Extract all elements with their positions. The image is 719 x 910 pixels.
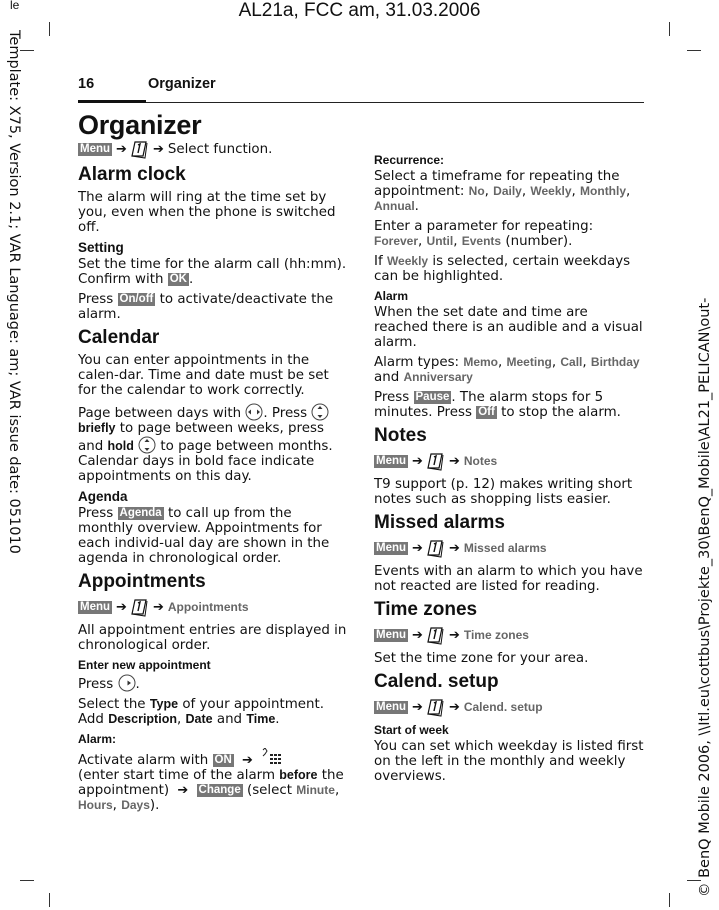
start-of-week-para: You can set which weekday is listed first on the left in the monthly and weekly overviews. bbox=[374, 739, 644, 784]
arrow-icon: ➔ bbox=[177, 783, 189, 798]
menu-key: Menu bbox=[376, 700, 407, 713]
nav-path bbox=[374, 625, 644, 645]
press-right: Press . bbox=[78, 674, 348, 692]
nav-path bbox=[374, 451, 644, 471]
recurrence-para: Select a timeframe for repeating the appointment: No, Daily, Weekly, Monthly, Annual. bbox=[374, 169, 631, 214]
alarm-intro: The alarm will ring at the time set by you, even when the phone is switched off. bbox=[78, 190, 336, 235]
onoff-key: On/off bbox=[119, 293, 154, 305]
calendar-heading: Calendar bbox=[78, 327, 160, 348]
arrow-icon: ➔ bbox=[412, 627, 423, 643]
menu-key: Menu bbox=[376, 628, 407, 641]
menu-key: Menu bbox=[80, 600, 111, 613]
alarm-heading: Alarm bbox=[374, 289, 409, 303]
nav-text: Select function. bbox=[167, 141, 273, 157]
left-margin-note: Template: X75, Version 2.1; VAR Language: am; VAR issue date: 051010 bbox=[6, 30, 22, 554]
pause-para: Press Pause . The alarm stops for 5 minutes. Press Off to stop the alarm. bbox=[374, 390, 621, 420]
crop-mark bbox=[49, 893, 50, 907]
right-margin-note: © BenQ Mobile 2006, \\Itl.eu\cottbus\Projekte_30\BenQ_Mobile\AL21_PELICAN\out- bbox=[697, 297, 713, 897]
change-key: Change bbox=[198, 784, 241, 796]
menu-key: Menu bbox=[376, 454, 407, 467]
joystick-left-right-icon bbox=[245, 403, 263, 421]
start-of-week-heading: Start of week bbox=[374, 723, 449, 737]
arrow-icon: ➔ bbox=[448, 540, 460, 556]
agenda-heading: Agenda bbox=[78, 489, 128, 504]
alarm-activate-para: Activate alarm with ON ➔ (enter start time of the alarm before the appointment) ➔ Change (select Minute, Hours, Days). bbox=[78, 748, 348, 813]
organizer-icon bbox=[131, 139, 149, 159]
parameter-para: Enter a parameter for repeating: Forever, Until, Events (number). bbox=[374, 219, 594, 249]
organizer-icon bbox=[427, 451, 445, 471]
crop-mark bbox=[20, 880, 34, 881]
alarm-types-para: Alarm types: Memo, Meeting, Call, Birthday and Anniversary bbox=[374, 355, 640, 385]
page-title: Organizer bbox=[78, 110, 202, 140]
arrow-icon: ➔ bbox=[152, 141, 164, 157]
appointments-heading: Appointments bbox=[78, 571, 206, 592]
left-column bbox=[78, 110, 348, 818]
nav-path bbox=[374, 697, 644, 717]
missed-alarms-heading: Missed alarms bbox=[374, 512, 505, 533]
calendar-paging: Page between days with . Press briefly to page between weeks, press and hold to page between months. Calendar days in bold face indicate appointments on this day. bbox=[78, 403, 348, 484]
agenda-para: Press Agenda to call up from the monthly overview. Appointments for each individ-ual day are shown in the agenda in chronological order. bbox=[78, 506, 330, 566]
ok-key: OK bbox=[169, 273, 187, 285]
nav-path bbox=[374, 538, 644, 558]
page-section: Organizer bbox=[148, 76, 216, 92]
time-zones-para: Set the time zone for your area. bbox=[374, 651, 589, 666]
setting-heading: Setting bbox=[78, 240, 124, 255]
arrow-icon: ➔ bbox=[152, 599, 164, 615]
nav-label: Missed alarms bbox=[463, 540, 547, 555]
alarm-clock-heading: Alarm clock bbox=[78, 164, 186, 185]
notes-para: T9 support (p. 12) makes writing short notes such as shopping lists easier. bbox=[374, 477, 633, 507]
arrow-icon: ➔ bbox=[412, 699, 423, 715]
setting-para-2: Press On/off to activate/deactivate the alarm. bbox=[78, 292, 334, 322]
print-header: AL21a, FCC am, 31.03.2006 bbox=[238, 0, 481, 21]
recurrence-heading: Recurrence: bbox=[374, 153, 445, 167]
arrow-icon: ➔ bbox=[116, 141, 127, 157]
appointments-intro: All appointment entries are displayed in chronological order. bbox=[78, 623, 347, 653]
arrow-icon: ➔ bbox=[242, 753, 253, 768]
off-key: Off bbox=[478, 406, 495, 418]
appointment-type-para: Select the Type of your appointment. Add Description, Date and Time. bbox=[78, 697, 324, 727]
pause-key: Pause bbox=[415, 391, 450, 403]
header-rule bbox=[78, 102, 644, 103]
joystick-up-down-icon bbox=[138, 436, 156, 454]
calendar-intro: You can enter appointments in the calen-dar. Time and date must be set for the calendar to work correctly. bbox=[78, 353, 329, 398]
organizer-icon bbox=[131, 597, 149, 617]
menu-key: Menu bbox=[376, 541, 407, 554]
keypad-icon bbox=[261, 748, 281, 768]
arrow-icon: ➔ bbox=[448, 627, 460, 643]
corner-mark: le bbox=[10, 0, 20, 12]
nav-label: Notes bbox=[463, 453, 498, 468]
joystick-right-icon bbox=[118, 674, 136, 692]
organizer-icon bbox=[427, 538, 445, 558]
alarm-sub-heading: Alarm: bbox=[78, 732, 117, 746]
nav-label: Time zones bbox=[463, 627, 529, 642]
notes-heading: Notes bbox=[374, 425, 427, 446]
menu-key: Menu bbox=[80, 142, 111, 155]
calend-setup-heading: Calend. setup bbox=[374, 671, 499, 692]
right-column bbox=[374, 150, 644, 789]
nav-path bbox=[78, 597, 348, 617]
crop-mark bbox=[669, 22, 670, 36]
nav-path bbox=[78, 139, 348, 159]
header-rule-accent bbox=[78, 100, 146, 103]
crop-mark bbox=[49, 22, 50, 36]
agenda-key: Agenda bbox=[119, 507, 162, 519]
arrow-icon: ➔ bbox=[448, 453, 460, 469]
crop-mark bbox=[20, 50, 34, 51]
organizer-icon bbox=[427, 625, 445, 645]
arrow-icon: ➔ bbox=[412, 540, 423, 556]
alarm-para: When the set date and time are reached there is an audible and a visual alarm. bbox=[374, 305, 643, 350]
arrow-icon: ➔ bbox=[448, 699, 460, 715]
arrow-icon: ➔ bbox=[412, 453, 423, 469]
new-appointment-heading: Enter new appointment bbox=[78, 658, 211, 672]
page-number: 16 bbox=[78, 76, 95, 92]
time-zones-heading: Time zones bbox=[374, 599, 478, 620]
arrow-icon: ➔ bbox=[116, 599, 127, 615]
organizer-icon bbox=[427, 697, 445, 717]
nav-label: Calend. setup bbox=[463, 699, 543, 714]
on-key: ON bbox=[214, 754, 232, 766]
setting-para-1: Set the time for the alarm call (hh:mm). Confirm with OK . bbox=[78, 257, 347, 287]
crop-mark bbox=[669, 893, 670, 907]
nav-label: Appointments bbox=[167, 599, 249, 614]
joystick-up-down-icon bbox=[311, 403, 329, 421]
weekly-para: If Weekly is selected, certain weekdays can be highlighted. bbox=[374, 254, 631, 284]
missed-para: Events with an alarm to which you have not reacted are listed for reading. bbox=[374, 564, 643, 594]
